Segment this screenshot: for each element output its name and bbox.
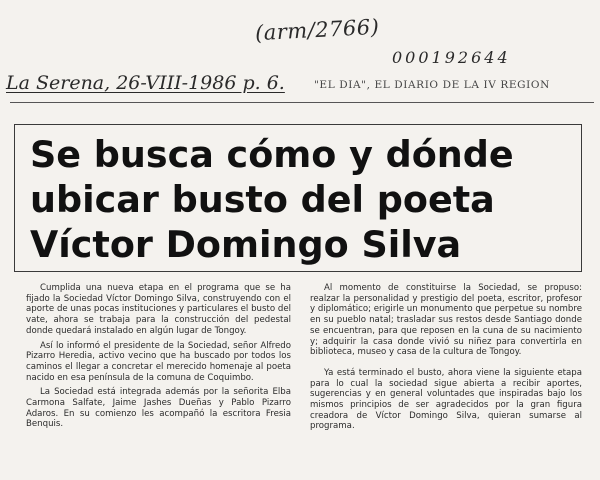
paragraph: Así lo informó el presidente de la Sociedad, señor Alfredo Pizarro Heredia, activo vecino que ha buscado por todos los caminos el llegar a concretar el merecido homenaje al poeta nacido en esa península de la comuna de Coquimbo. (26, 340, 291, 383)
paragraph: La Sociedad está integrada además por la señorita Elba Carmona Salfate, Jaime Jashes Dueñas y Pablo Pizarro Adaros. En su comienzo les acompañó la escritora Fresia Benquis. (26, 387, 291, 430)
headline-line-2: ubicar busto del poeta (30, 178, 495, 221)
archive-code-annotation: (arm/2766) (254, 14, 380, 46)
newspaper-masthead: "EL DIA", EL DIARIO DE LA IV REGION (314, 79, 550, 91)
headline-line-3: Víctor Domingo Silva (30, 223, 462, 266)
headline-line-1: Se busca cómo y dónde (30, 133, 514, 176)
record-number-annotation: 000192644 (392, 48, 511, 67)
paragraph: Ya está terminado el busto, ahora viene la siguiente etapa para lo cual la sociedad sigue abierta a recibir aportes, sugerencias y en general voluntades que inspiradas bajo los mismos principios de ser agradecidos por la gran figura creadora de Víctor Domingo Silva, quieran sumarse al programa. (310, 367, 582, 432)
source-date-annotation: La Serena, 26-VIII-1986 p. 6. (6, 72, 285, 94)
header-divider (10, 102, 594, 103)
article-headline (30, 132, 570, 267)
paragraph: Al momento de constituirse la Sociedad, se propuso: realzar la personalidad y prestigio del poeta, escritor, profesor y diplomático; erigirle un monumento que perpetue su nombre en su pueblo natal; trasladar sus restos desde Santiago donde se encuentran, para que reposen en la cuna de su nacimiento y; adquirir la casa donde vivió su niñez para convertirla en biblioteca, museo y casa de la cultura de Tongoy. (310, 283, 582, 358)
article-column-left (26, 283, 291, 434)
paragraph: Cumplida una nueva etapa en el programa que se ha fijado la Sociedad Víctor Domingo Silva, construyendo con el aporte de unas pocas instituciones y particulares el busto del vate, ahora se trabaja para la construcción del pedestal donde quedará instalado en algún lugar de Tongoy. (26, 283, 291, 336)
article-column-right (310, 283, 582, 436)
